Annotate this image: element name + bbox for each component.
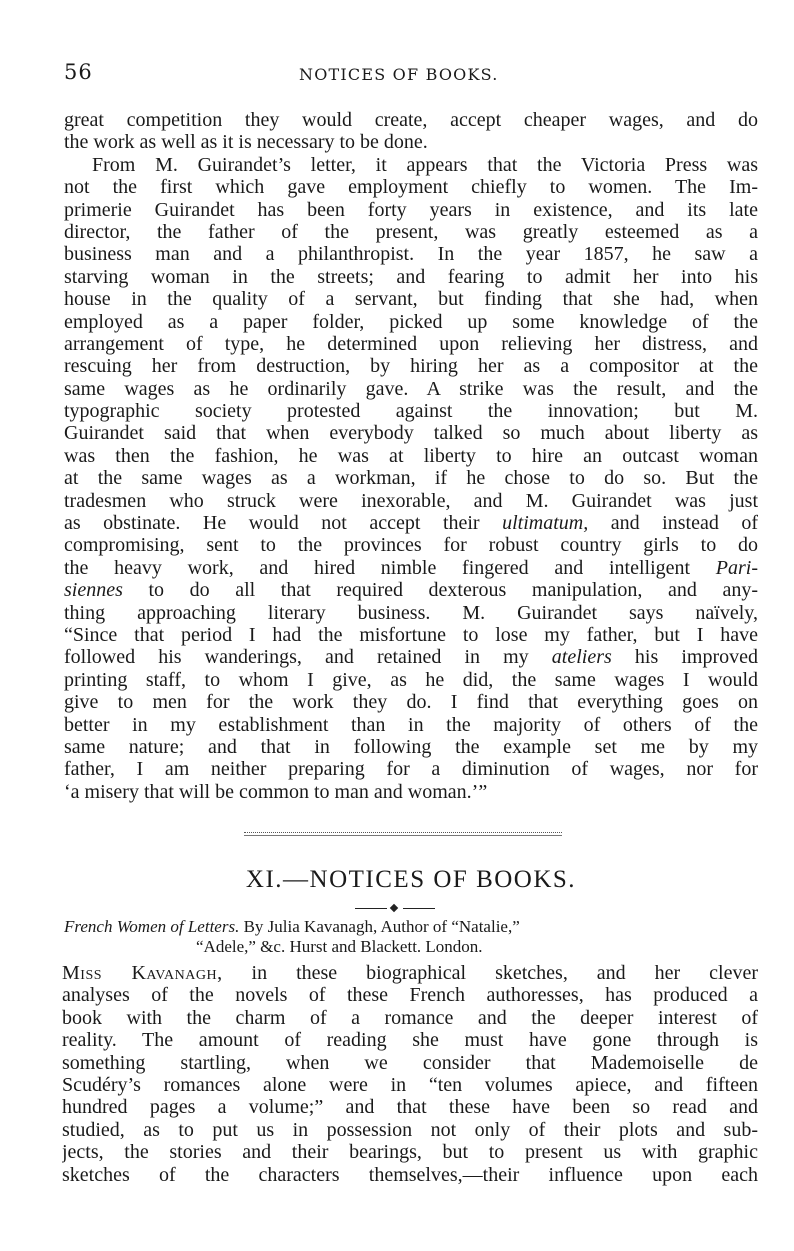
reviewed-author: Miss Kavanagh, — [62, 962, 223, 984]
text-line — [64, 557, 758, 579]
text-line — [62, 962, 758, 984]
body-text — [64, 109, 758, 803]
text-line: director, the father of the present, was greatly esteemed as a — [64, 220, 758, 243]
text-line: tradesmen who struck were inexorable, and M. Guirandet was just — [64, 489, 758, 512]
text-line: reality. The amount of reading she must have gone through is — [62, 1029, 758, 1052]
text-segment: followed his wanderings, and retained in my — [64, 646, 552, 669]
section-divider-rule — [244, 835, 562, 836]
text-line: From M. Guirandet’s letter, it appears that the Victoria Press was — [92, 153, 758, 176]
review-text — [62, 962, 758, 1186]
text-line: house in the quality of a servant, but finding that she had, when — [64, 288, 758, 311]
italic-term: ateliers — [551, 646, 612, 669]
text-line: ‘a misery that will be common to man and woman.’” — [64, 780, 488, 803]
citation-line — [64, 917, 758, 937]
italic-term: ultimatum, — [502, 512, 589, 535]
book-title: French Women of Letters. — [64, 917, 240, 936]
text-line: arrangement of type, he determined upon relieving her distress, and — [64, 332, 758, 355]
text-line: starving woman in the streets; and fearing to admit her into his — [64, 265, 758, 288]
text-segment: and instead of — [588, 512, 758, 535]
text-line: rescuing her from destruction, by hiring her as a compositor at the — [64, 355, 758, 378]
text-line: Scudéry’s romances alone were in “ten volumes apiece, and fifteen — [62, 1073, 758, 1096]
text-line: father, I am neither preparing for a diminution of wages, nor for — [64, 758, 758, 781]
ornament-left-rule — [355, 908, 387, 909]
text-segment: in these biographical sketches, and her clever — [222, 962, 758, 984]
text-line: jects, the stories and their bearings, but to present us with graphic — [62, 1141, 758, 1164]
text-line: book with the charm of a romance and the deeper interest of — [62, 1006, 758, 1029]
text-segment: as obstinate. He would not accept their — [64, 512, 503, 535]
text-line: great competition they would create, accept cheaper wages, and do — [64, 109, 758, 131]
text-line: hundred pages a volume;” and that these have been so read and — [62, 1096, 758, 1119]
book-citation — [64, 917, 758, 957]
text-line: not the first which gave employment chiefly to women. The Im- — [64, 176, 758, 199]
text-line: was then the fashion, he was at liberty to hire an outcast woman — [64, 444, 758, 467]
citation-author: By Julia Kavanagh, Author of “Natalie,” — [239, 917, 520, 936]
text-line: primerie Guirandet has been forty years in existence, and its late — [64, 198, 758, 221]
text-line: thing approaching literary business. M. Guirandet says naïvely, — [64, 601, 758, 624]
text-line — [64, 512, 758, 534]
text-line: something startling, when we consider that Mademoiselle de — [62, 1051, 758, 1074]
section-divider — [244, 832, 562, 833]
text-line: Guirandet said that when everybody talked so much about liberty as — [64, 422, 758, 445]
text-line: the work as well as it is necessary to be done. — [64, 131, 428, 154]
text-line: printing staff, to whom I give, as he did, the same wages I would — [64, 668, 758, 691]
text-line: give to men for the work they do. I find that everything goes on — [64, 691, 758, 714]
text-line: at the same wages as a workman, if he chose to do so. But the — [64, 467, 758, 490]
text-segment: his improved — [611, 646, 758, 669]
text-line — [64, 646, 758, 668]
text-line: same nature; and that in following the example set me by my — [64, 735, 758, 758]
text-line: analyses of the novels of these French authoresses, has produced a — [62, 984, 758, 1007]
text-line: studied, as to put us in possession not only of their plots and sub- — [62, 1118, 758, 1141]
text-line: typographic society protested against the innovation; but M. — [64, 400, 758, 423]
running-head: NOTICES OF BOOKS. — [299, 65, 499, 84]
page-number: 56 — [64, 60, 93, 84]
text-segment: the heavy work, and hired nimble fingered and intelligent — [64, 556, 716, 579]
ornament-rule-icon — [355, 904, 435, 914]
ornament-right-rule — [403, 908, 435, 909]
page-header — [64, 60, 758, 86]
italic-term: Pari- — [715, 556, 758, 579]
text-line: “Since that period I had the misfortune to lose my father, but I have — [64, 623, 758, 646]
text-line: better in my establishment than in the majority of others of the — [64, 713, 758, 736]
section-heading: XI.—NOTICES OF BOOKS. — [245, 866, 577, 893]
text-line: business man and a philanthropist. In the year 1857, he saw a — [64, 243, 758, 266]
citation-publisher: “Adele,” &c. Hurst and Blackett. London. — [196, 937, 483, 956]
text-line: compromising, sent to the provinces for robust country girls to do — [64, 534, 758, 557]
italic-term: siennes — [64, 579, 123, 602]
text-line — [64, 579, 758, 601]
text-segment: to do all that required dexterous manipulation, and any- — [122, 579, 758, 602]
diamond-icon — [390, 904, 398, 912]
text-line: sketches of the characters themselves,—their influence upon each — [62, 1163, 758, 1186]
text-line: employed as a paper folder, picked up some knowledge of the — [64, 310, 758, 333]
text-line: same wages as he ordinarily gave. A strike was the result, and the — [64, 377, 758, 400]
